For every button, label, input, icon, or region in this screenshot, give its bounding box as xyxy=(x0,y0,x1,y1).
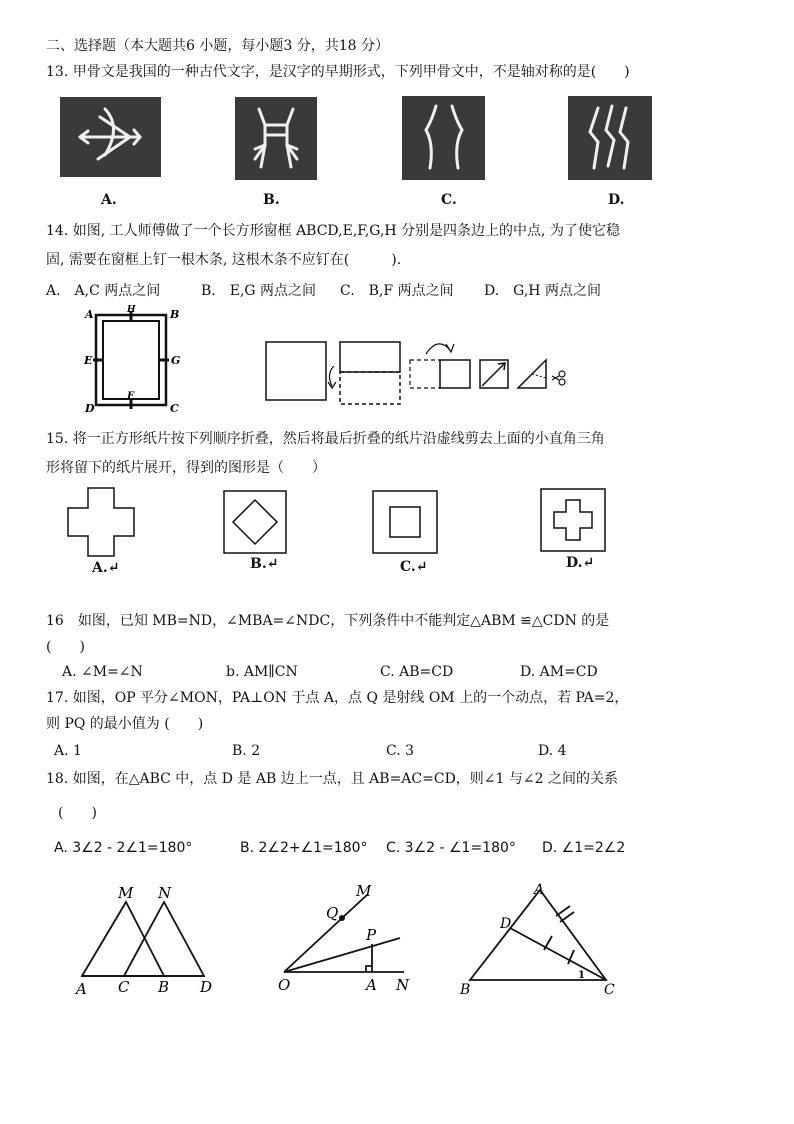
window-label-e: E xyxy=(84,354,93,367)
q15-figure-c xyxy=(372,490,438,554)
fig18-triangle xyxy=(456,880,626,1000)
q18-option-a: A. 3∠2 - 2∠1=180° xyxy=(54,840,193,856)
window-label-h: H xyxy=(127,305,136,315)
fig16-label-m: M xyxy=(118,884,134,902)
fig18-label-c: C xyxy=(604,982,615,998)
q16-option-d: D. AM=CD xyxy=(520,664,598,680)
q18-option-d: D. ∠1=2∠2 xyxy=(542,840,626,856)
q16-option-c: C. AB=CD xyxy=(380,664,454,680)
fig17-label-p: P xyxy=(366,926,377,944)
q17-line1: 17. 如图，OP 平分∠MON，PA⊥ON 于点 A，点 Q 是射线 OM 上的一个动点，若 PA=2， xyxy=(46,690,629,706)
fig16-triangles xyxy=(72,880,232,1000)
oracle-char-c-image xyxy=(402,96,485,180)
q14-option-a: A. A,C 两点之间 xyxy=(46,283,161,299)
q17-line2: 则 PQ 的最小值为 ( ) xyxy=(46,716,204,732)
q16-line1: 16 如图，已知 MB=ND，∠MBA=∠NDC，下列条件中不能判定△ABM ≌△CDN 的是 xyxy=(46,613,610,629)
fig16-label-d: D xyxy=(200,978,213,996)
q15-line2: 形将留下的纸片展开，得到的图形是（ ） xyxy=(46,460,326,476)
q15-line1: 15. 将一正方形纸片按下列顺序折叠，然后将最后折叠的纸片沿虚线剪去上面的小直角三角 xyxy=(46,431,605,447)
fig16-label-c: C xyxy=(118,978,130,996)
q16-option-b: b. AM∥CN xyxy=(226,664,298,680)
window-label-f: F xyxy=(127,391,135,402)
q17-option-a: A. 1 xyxy=(54,743,82,759)
window-label-b: B xyxy=(170,308,180,321)
q15-figure-a xyxy=(66,486,136,558)
section-header: 二、选择题（本大题共6 小题，每小题3 分，共18 分） xyxy=(46,38,389,54)
q13-option-a: A. xyxy=(101,192,117,208)
window-label-a: A xyxy=(85,308,94,321)
fig18-angle-1-label: 1 xyxy=(578,970,585,981)
window-frame-figure xyxy=(82,305,187,417)
paper-folding-sequence xyxy=(262,336,582,410)
q18-line1: 18. 如图，在△ABC 中，点 D 是 AB 边上一点，且 AB=AC=CD，则∠1 与∠2 之间的关系 xyxy=(46,771,618,787)
oracle-char-b-image xyxy=(235,97,317,180)
q13-option-c: C. xyxy=(441,192,457,208)
fig17-label-q: Q xyxy=(326,904,339,922)
q13-option-b: B. xyxy=(263,192,280,208)
q14-line2: 固, 需要在窗框上钉一根木条, 这根木条不应钉在( ). xyxy=(46,252,402,268)
q18-option-c: C. 3∠2 - ∠1=180° xyxy=(386,840,516,856)
q15-option-a: A.↵ xyxy=(92,560,120,576)
q16-option-a: A. ∠M=∠N xyxy=(62,664,143,680)
q14-option-d: D. G,H 两点之间 xyxy=(484,283,601,299)
fig18-label-a: A xyxy=(534,882,545,898)
q14-option-c: C. B,F 两点之间 xyxy=(340,283,454,299)
q17-option-c: C. 3 xyxy=(386,743,415,759)
fig18-label-b: B xyxy=(460,982,471,998)
window-label-g: G xyxy=(171,354,181,367)
q17-option-d: D. 4 xyxy=(538,743,567,759)
q13-option-d: D. xyxy=(608,192,625,208)
fig17-label-n: N xyxy=(396,976,410,994)
fig16-label-a: A xyxy=(76,980,87,998)
q18-line2: ( ) xyxy=(58,805,97,821)
q15-option-c: C.↵ xyxy=(400,559,428,575)
fig17-label-o: O xyxy=(278,976,291,994)
oracle-char-d-image xyxy=(568,96,652,180)
q14-line1: 14. 如图, 工人师傅做了一个长方形窗框 ABCD,E,F,G,H 分别是四条边上的中点, 为了使它稳 xyxy=(46,223,620,239)
q15-option-d: D.↵ xyxy=(566,555,595,571)
q17-option-b: B. 2 xyxy=(232,743,261,759)
q16-line2: ( ) xyxy=(46,639,85,655)
window-label-d: D xyxy=(85,402,95,415)
fig18-label-d: D xyxy=(500,916,512,932)
q18-option-b: B. 2∠2+∠1=180° xyxy=(240,840,368,856)
fig17-label-a: A xyxy=(366,976,377,994)
q15-figure-b xyxy=(223,490,287,554)
fig17-angle-bisector xyxy=(276,880,426,1000)
q15-option-b: B.↵ xyxy=(250,556,279,572)
q14-option-b: B. E,G 两点之间 xyxy=(201,283,317,299)
q15-figure-d xyxy=(540,488,606,552)
fig16-label-n: N xyxy=(158,884,172,902)
fig17-label-m: M xyxy=(356,882,372,900)
window-label-c: C xyxy=(170,402,179,415)
fig16-label-b: B xyxy=(158,978,170,996)
oracle-char-a-image xyxy=(60,97,161,177)
q13-text: 13. 甲骨文是我国的一种古代文字，是汉字的早期形式，下列甲骨文中，不是轴对称的是( ) xyxy=(46,64,630,80)
